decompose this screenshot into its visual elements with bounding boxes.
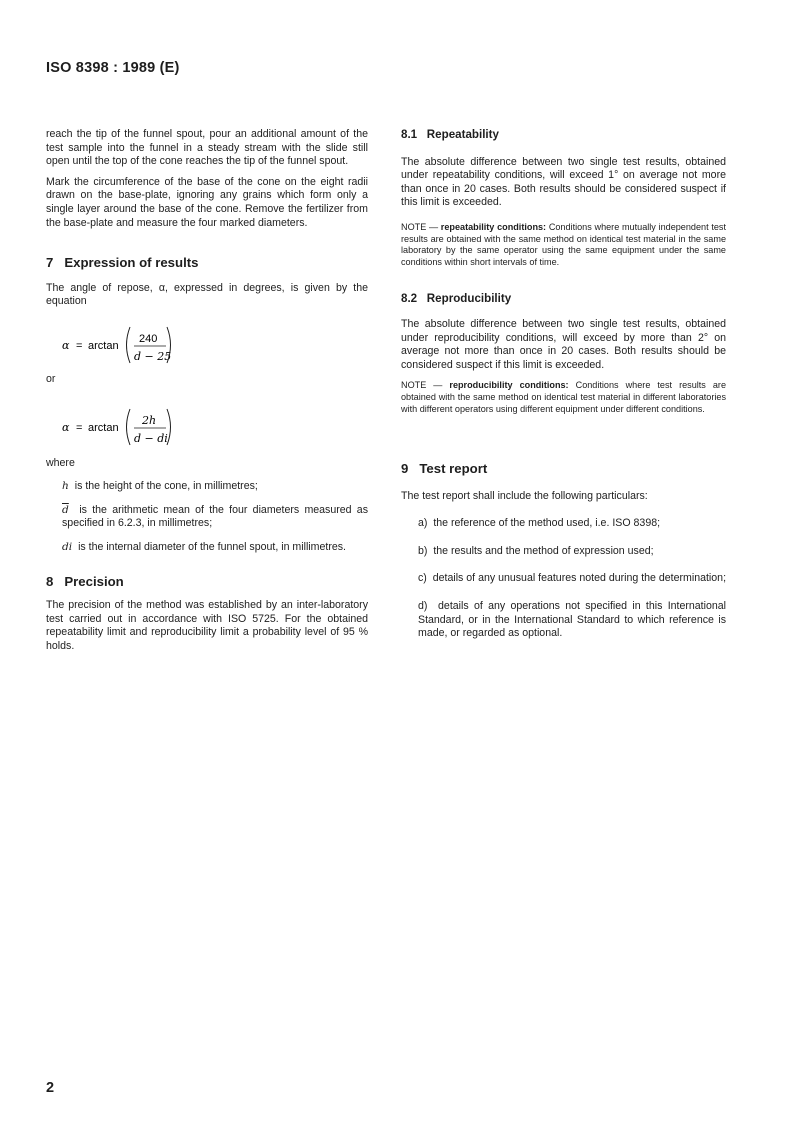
left-column: [46, 128, 368, 653]
list-label: d): [418, 600, 428, 613]
note-term: repeatability conditions:: [440, 221, 547, 232]
list-label: c): [418, 572, 427, 585]
formula-2: [46, 397, 368, 453]
formula-lhs: α: [62, 420, 70, 434]
list-text: details of any operations not specified in this International Standard, or in the International Standard to which reference is made, or regarded as optional.: [418, 600, 727, 640]
paragraph: reach the tip of the funnel spout, pour an additional amount of the test sample into the funnel in a steady stream with the slide still open until the top of the cone reaches the tip of the funnel spout.: [46, 128, 368, 168]
list-text: the reference of the method used, i.e. ISO 8398;: [433, 517, 661, 530]
where-item: [46, 541, 368, 555]
note-text: Conditions where test results are obtained with the same method on identical test material in different laboratories with different operators using different equipment under different conditions.: [401, 380, 727, 414]
note: [401, 222, 726, 268]
section-8-2-heading: [401, 292, 726, 306]
list-item: [401, 600, 726, 641]
formula-1-svg: [46, 315, 226, 371]
paragraph: The absolute difference between two single test results, obtained under reproducibility conditions, will exceed by more than 2° on average not more than once in 20 cases. Both results should be considered suspect if this limit is exceeded.: [401, 317, 726, 371]
formula-left-paren: [127, 327, 131, 363]
note: [401, 380, 726, 415]
where-text: is the internal diameter of the funnel spout, in millimetres.: [78, 540, 346, 553]
where-label: where: [46, 456, 75, 469]
section-title: Reproducibility: [426, 292, 512, 306]
section-number: 9: [401, 461, 409, 477]
formula-left-paren: [127, 409, 131, 445]
formula-numerator: 2h: [142, 413, 157, 427]
right-column: [401, 128, 726, 641]
formula-denominator: d − di: [134, 431, 168, 445]
section-number: 8.2: [401, 292, 418, 306]
section-number: 7: [46, 255, 54, 271]
section-title: Repeatability: [426, 128, 499, 141]
list-label: a): [418, 517, 428, 530]
where-symbol: h: [62, 480, 69, 493]
where-item: [46, 480, 368, 494]
section-9-heading: [401, 462, 726, 476]
section-7-heading: [46, 256, 368, 270]
section-number: 8: [46, 573, 54, 589]
formula-fn: arctan: [88, 421, 119, 434]
section-8-heading: [46, 575, 368, 589]
formula-fn: arctan: [88, 339, 119, 352]
list-item: [401, 545, 726, 559]
formula-lhs: α: [62, 338, 70, 352]
formula-eq: =: [76, 339, 83, 352]
section-title: Expression of results: [64, 255, 199, 271]
where-text: is the height of the cone, in millimetres;: [74, 480, 258, 493]
note-term: reproducibility conditions:: [449, 380, 569, 391]
or-label: or: [46, 372, 56, 385]
section-8-1-heading: [401, 128, 726, 142]
page-number: 2: [46, 1080, 55, 1096]
formula-2-svg: [46, 397, 226, 453]
list-label: b): [418, 544, 428, 557]
formula-1: [46, 315, 368, 371]
where-symbol: di: [62, 540, 73, 553]
paragraph: Mark the circumference of the base of the cone on the eight radii drawn on the base-plate, ignoring any grains which form only a single layer around the base of the cone. Remove the fertilizer from the base-plate and measure the four marked diameters.: [46, 175, 368, 229]
where-item: [46, 504, 368, 531]
formula-numerator: 240: [139, 332, 158, 345]
list-item: [401, 517, 726, 531]
paragraph: The precision of the method was established by an inter-laboratory test carried out in accordance with ISO 5725. For the obtained repeatability limit and reproducibility limit a probability level of 95 % holds.: [46, 599, 368, 652]
paragraph: The angle of repose, α, expressed in degrees, is given by the equation: [46, 281, 368, 308]
where-text: is the arithmetic mean of the four diameters measured as specified in 6.2.3, in millimetres;: [62, 503, 368, 530]
formula-denominator: d − 25: [134, 349, 172, 363]
note-text: Conditions where mutually independent test results are obtained with the same method on identical test material in the same laboratory by the same operator using the same equipment under the same conditions within short intervals of time.: [401, 221, 726, 267]
paragraph: The absolute difference between two single test results, obtained under repeatability conditions, will exceed 1° on average not more than once in 20 cases. Both results should be considered suspect if this limit is exceeded.: [401, 155, 726, 209]
paragraph: The test report shall include the following particulars:: [401, 489, 648, 502]
section-title: Precision: [64, 573, 124, 589]
list-text: details of any unusual features noted during the determination;: [432, 572, 727, 585]
where-symbol: $\overline{d}$: [62, 503, 69, 516]
note-prefix: NOTE —: [401, 380, 443, 391]
list-text: the results and the method of expression used;: [433, 544, 654, 557]
note-prefix: NOTE —: [401, 221, 439, 232]
section-number: 8.1: [401, 128, 418, 141]
section-title: Test report: [419, 461, 488, 477]
header-title: ISO 8398 : 1989 (E): [46, 60, 180, 76]
list-item: [401, 572, 726, 586]
formula-eq: =: [76, 421, 83, 434]
